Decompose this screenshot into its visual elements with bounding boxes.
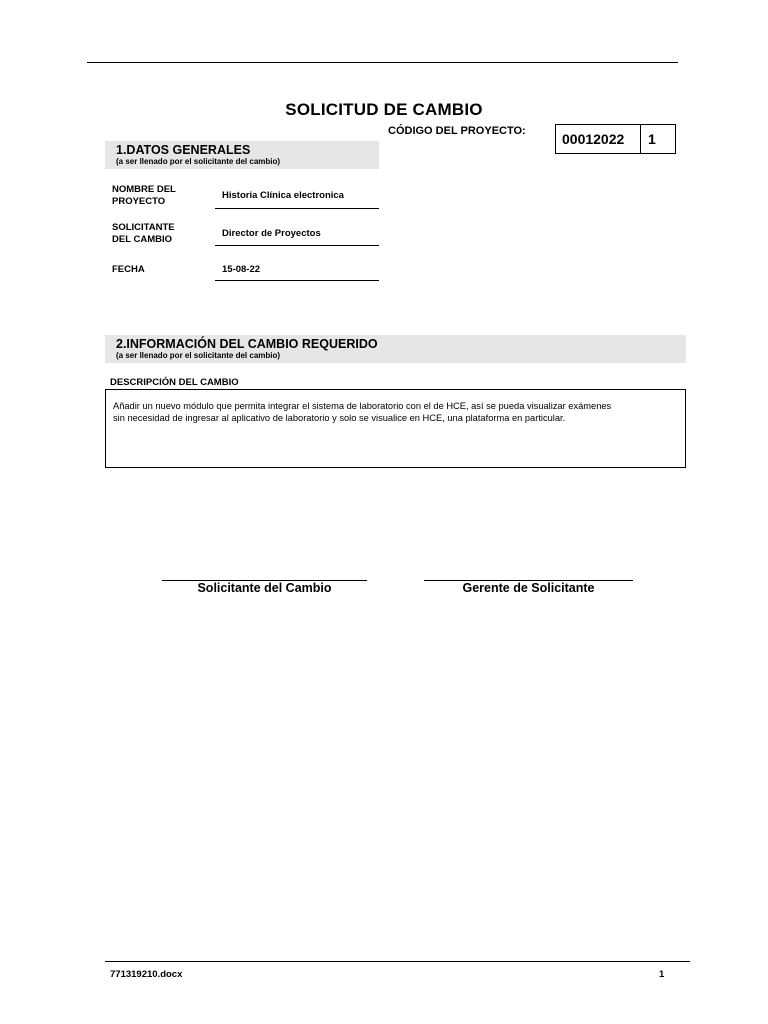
field-value-project-name: Historia Clínica electronica — [222, 190, 344, 201]
signature-label-requester: Solicitante del Cambio — [197, 581, 332, 595]
field-underline — [215, 280, 379, 281]
document-title: SOLICITUD DE CAMBIO — [285, 100, 483, 119]
field-underline — [215, 245, 379, 246]
project-code-version: 1 — [648, 131, 656, 147]
label-line: DEL CAMBIO — [112, 234, 172, 245]
field-label-date: FECHA — [112, 264, 145, 275]
project-code-value: 00012022 — [556, 125, 641, 153]
label-line: PROYECTO — [112, 196, 166, 207]
section1-subheading: (a ser llenado por el solicitante del cambio) — [116, 157, 281, 166]
project-code-label: CÓDIGO DEL PROYECTO: — [388, 125, 526, 137]
label-line: NOMBRE DEL — [112, 184, 176, 195]
description-label: DESCRIPCIÓN DEL CAMBIO — [110, 377, 239, 388]
description-box — [105, 389, 686, 468]
section1-heading: 1.DATOS GENERALES — [116, 143, 251, 157]
signature-label-manager: Gerente de Solicitante — [462, 581, 595, 595]
section1-header — [105, 141, 379, 169]
field-value-requester: Director de Proyectos — [222, 228, 321, 239]
section2-heading: 2.INFORMACIÓN DEL CAMBIO REQUERIDO — [116, 337, 378, 351]
description-line: Añadir un nuevo módulo que permita integrar el sistema de laboratorio con el de HCE, así se pueda visualizar exámenes — [113, 401, 612, 411]
section2-subheading: (a ser llenado por el solicitante del cambio) — [116, 351, 281, 360]
section2-header — [105, 335, 686, 363]
footer-rule — [105, 961, 690, 962]
footer-filename: 771319210.docx — [110, 969, 183, 980]
description-line: sin necesidad de ingresar al aplicativo de laboratorio y solo se visualice en HCE, una plataforma en particular. — [113, 413, 566, 423]
field-value-date: 15-08-22 — [222, 264, 261, 275]
field-underline — [215, 208, 379, 209]
footer-page-number: 1 — [659, 969, 665, 980]
field-label-requester — [112, 222, 175, 246]
project-code-box — [555, 124, 676, 154]
header-rule — [87, 62, 678, 63]
field-label-project-name — [112, 184, 176, 208]
label-line: SOLICITANTE — [112, 222, 175, 233]
